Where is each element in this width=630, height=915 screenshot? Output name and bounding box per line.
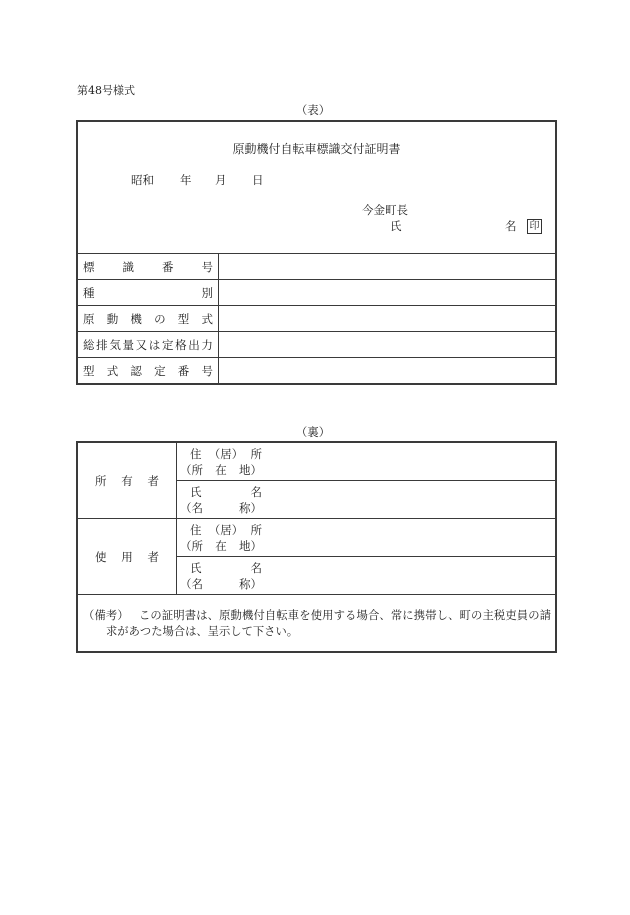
- plate-number-label: 標 識 番 号: [78, 254, 219, 279]
- issuer-title: 今金町長: [362, 203, 408, 217]
- issuer-name-label-right: 名: [505, 219, 517, 233]
- issuer-name-label-left: 氏: [390, 219, 402, 233]
- front-certificate: [76, 120, 557, 385]
- type-approval-label: 型 式 認 定 番 号: [78, 358, 219, 383]
- front-side-label: （表）: [295, 103, 331, 117]
- address-label: 住 （居） 所: [190, 446, 262, 461]
- back-side-label: （裏）: [295, 425, 331, 439]
- date-era: 昭和: [131, 173, 154, 187]
- user-name-field: [177, 556, 555, 594]
- back-certificate: [76, 441, 557, 653]
- user-label: 使 用 者: [95, 549, 159, 564]
- address-sublabel: （所 在 地）: [180, 538, 262, 553]
- table-row: [78, 253, 555, 279]
- user-address-field: [177, 519, 555, 556]
- remarks: [78, 594, 555, 651]
- table-row: [78, 331, 555, 357]
- user-section: [78, 518, 555, 594]
- remarks-text: この証明書は、原動機付自転車を使用する場合、常に携帯し、町の主税吏員の請求があつた場合は、呈示して下さい。: [106, 609, 551, 638]
- name-sublabel: （名 称）: [180, 576, 262, 591]
- displacement-value: [219, 332, 555, 357]
- owner-name-field: [177, 480, 555, 518]
- plate-number-value: [219, 254, 555, 279]
- table-row: [78, 305, 555, 331]
- date-year-label: 年: [180, 173, 192, 187]
- owner-label: 所 有 者: [95, 473, 159, 488]
- category-value: [219, 280, 555, 305]
- displacement-label: 総 排 気 量 又 は 定 格 出 力: [78, 332, 219, 357]
- engine-model-label: 原 動 機 の 型 式: [78, 306, 219, 331]
- seal-box: 印: [527, 219, 542, 234]
- table-row: [78, 357, 555, 383]
- owner-section: [78, 443, 555, 518]
- category-label: 種 別: [78, 280, 219, 305]
- type-approval-value: [219, 358, 555, 383]
- date-day-label: 日: [252, 173, 264, 187]
- address-label: 住 （居） 所: [190, 522, 262, 537]
- certificate-header: [78, 122, 555, 253]
- remarks-label: （備考）: [83, 609, 129, 622]
- name-sublabel: （名 称）: [180, 500, 262, 515]
- name-label: 氏 名: [190, 560, 262, 575]
- address-sublabel: （所 在 地）: [180, 462, 262, 477]
- date-month-label: 月: [215, 173, 227, 187]
- engine-model-value: [219, 306, 555, 331]
- name-label: 氏 名: [190, 484, 262, 499]
- certificate-title: 原動機付自転車標識交付証明書: [232, 142, 401, 156]
- owner-address-field: [177, 443, 555, 480]
- table-row: [78, 279, 555, 305]
- form-number: 第48号様式: [77, 84, 135, 97]
